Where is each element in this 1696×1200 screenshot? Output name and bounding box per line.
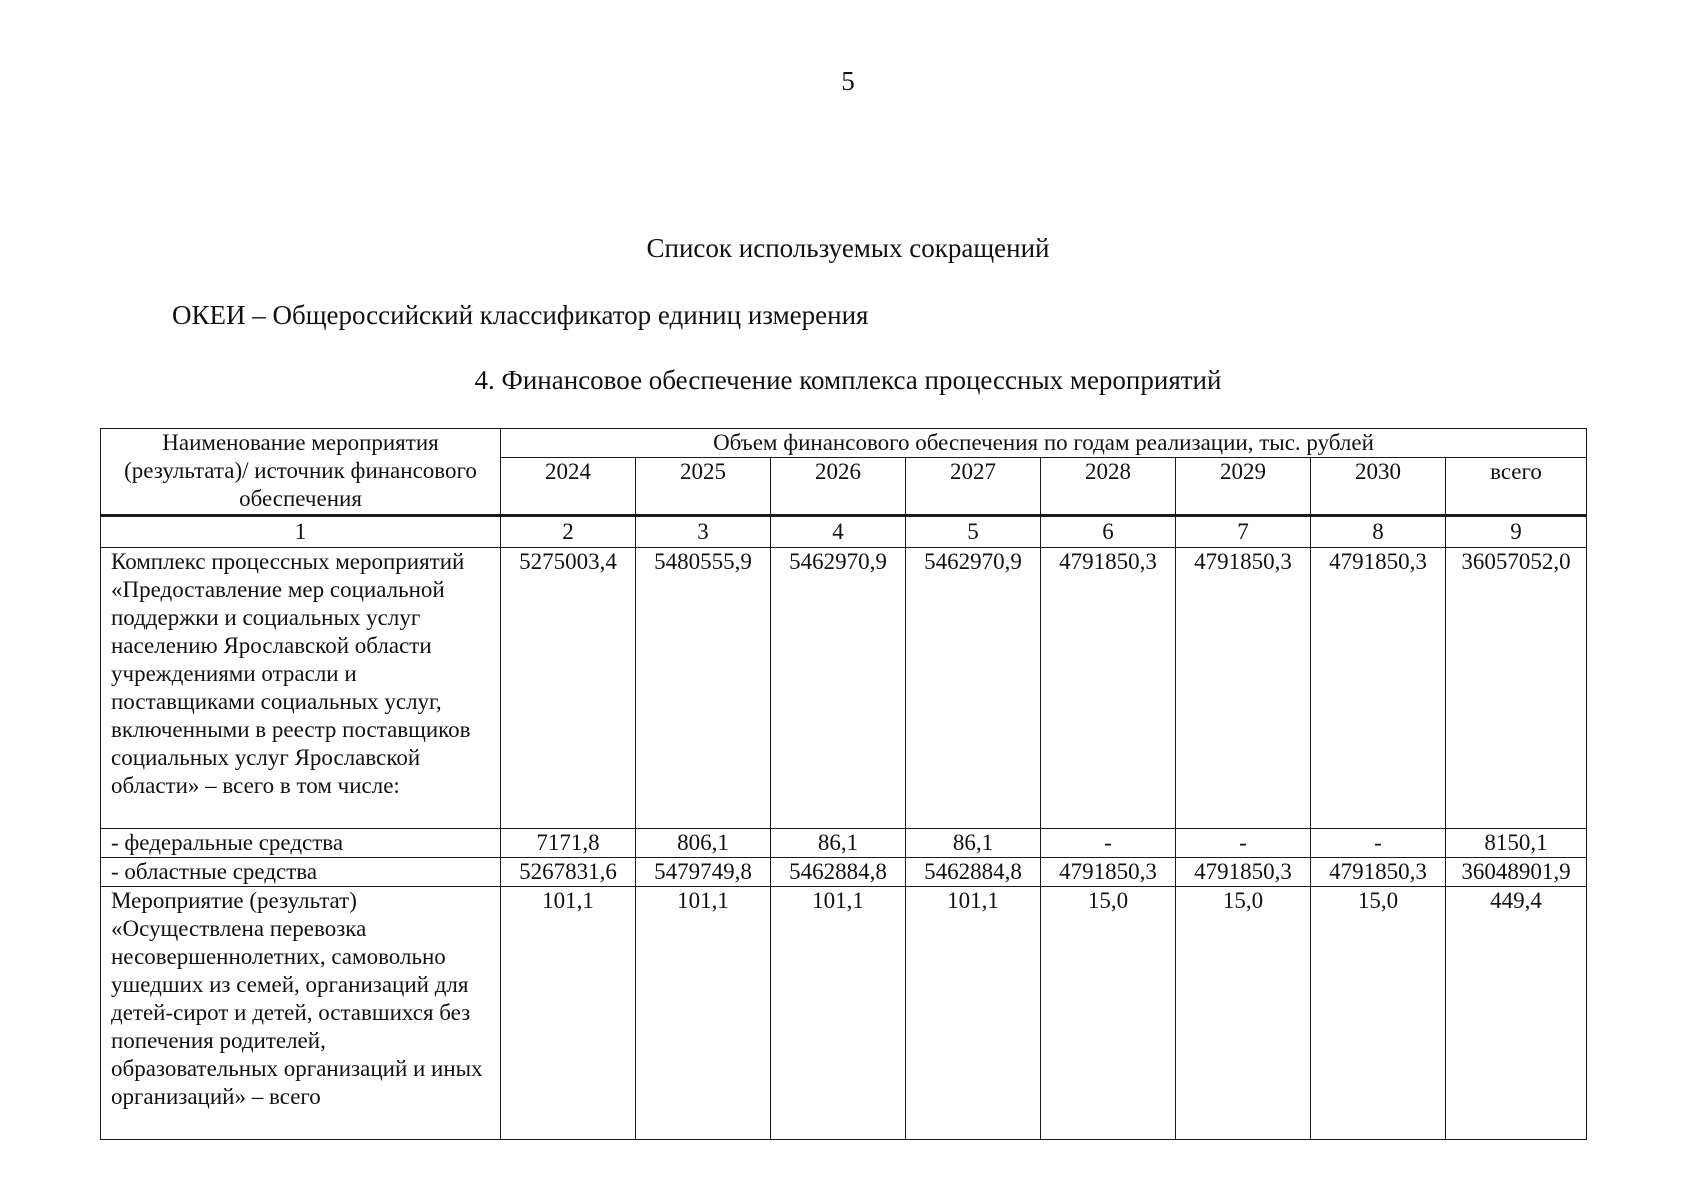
abbreviations-heading: Список используемых сокращений bbox=[646, 233, 1050, 263]
header-year: 2025 bbox=[636, 458, 771, 516]
row-value: 86,1 bbox=[906, 829, 1041, 858]
page-number: 5 bbox=[841, 66, 855, 96]
row-value: 101,1 bbox=[906, 887, 1041, 1140]
table-row bbox=[101, 887, 1587, 1140]
row-value: 101,1 bbox=[771, 887, 906, 1140]
column-number: 3 bbox=[636, 516, 771, 548]
row-name: Комплекс процессных мероприятий «Предоставление мер социальной поддержки и социальных услуг населению Ярославской области учреждениями отрасли и поставщиками социальных услуг, включенными в реестр поставщиков социальных услуг Ярославской области» – всего в том числе: bbox=[101, 548, 501, 829]
column-number: 8 bbox=[1311, 516, 1446, 548]
row-value: 5267831,6 bbox=[501, 858, 636, 887]
row-value: 5275003,4 bbox=[501, 548, 636, 829]
row-value: 4791850,3 bbox=[1176, 858, 1311, 887]
row-value: - bbox=[1041, 829, 1176, 858]
row-name: Мероприятие (результат) «Осуществлена перевозка несовершеннолетних, самовольно ушедших из семей, организаций для детей-сирот и детей, оставшихся без попечения родителей, образовательных организаций и иных организаций» – всего bbox=[101, 887, 501, 1140]
header-year: 2026 bbox=[771, 458, 906, 516]
column-numbers-row bbox=[101, 516, 1587, 548]
row-value: 101,1 bbox=[501, 887, 636, 1140]
row-value: 86,1 bbox=[771, 829, 906, 858]
row-value: 7171,8 bbox=[501, 829, 636, 858]
row-value: 15,0 bbox=[1041, 887, 1176, 1140]
header-year: 2024 bbox=[501, 458, 636, 516]
row-value: 5462884,8 bbox=[771, 858, 906, 887]
row-value: - bbox=[1176, 829, 1311, 858]
column-number: 4 bbox=[771, 516, 906, 548]
column-number: 7 bbox=[1176, 516, 1311, 548]
row-value: 4791850,3 bbox=[1041, 548, 1176, 829]
row-value: 5479749,8 bbox=[636, 858, 771, 887]
header-volume: Объем финансового обеспечения по годам реализации, тыс. рублей bbox=[501, 429, 1587, 458]
row-value: 4791850,3 bbox=[1176, 548, 1311, 829]
row-value: - bbox=[1311, 829, 1446, 858]
row-value: 101,1 bbox=[636, 887, 771, 1140]
row-value: 4791850,3 bbox=[1311, 548, 1446, 829]
row-total: 36057052,0 bbox=[1446, 548, 1587, 829]
section-title: 4. Финансовое обеспечение комплекса процессных мероприятий bbox=[474, 365, 1222, 395]
row-value: 4791850,3 bbox=[1041, 858, 1176, 887]
abbreviation-item: ОКЕИ – Общероссийский классификатор единиц измерения bbox=[172, 300, 869, 330]
row-name: - областные средства bbox=[101, 858, 501, 887]
row-value: 4791850,3 bbox=[1311, 858, 1446, 887]
header-year: 2027 bbox=[906, 458, 1041, 516]
header-year: 2028 bbox=[1041, 458, 1176, 516]
header-year: 2029 bbox=[1176, 458, 1311, 516]
row-value: 806,1 bbox=[636, 829, 771, 858]
row-value: 5462970,9 bbox=[771, 548, 906, 829]
row-value: 15,0 bbox=[1176, 887, 1311, 1140]
row-value: 5462970,9 bbox=[906, 548, 1041, 829]
column-number: 6 bbox=[1041, 516, 1176, 548]
column-number: 1 bbox=[101, 516, 501, 548]
table-row bbox=[101, 548, 1587, 829]
column-number: 9 bbox=[1446, 516, 1587, 548]
table-header-row bbox=[101, 429, 1587, 458]
column-number: 2 bbox=[501, 516, 636, 548]
row-name: - федеральные средства bbox=[101, 829, 501, 858]
table-row bbox=[101, 858, 1587, 887]
row-value: 15,0 bbox=[1311, 887, 1446, 1140]
financing-table bbox=[100, 428, 1587, 1140]
row-total: 449,4 bbox=[1446, 887, 1587, 1140]
row-value: 5480555,9 bbox=[636, 548, 771, 829]
header-year: 2030 bbox=[1311, 458, 1446, 516]
row-value: 5462884,8 bbox=[906, 858, 1041, 887]
column-number: 5 bbox=[906, 516, 1041, 548]
row-total: 8150,1 bbox=[1446, 829, 1587, 858]
table-row bbox=[101, 829, 1587, 858]
header-name-column: Наименование мероприятия (результата)/ источник финансового обеспечения bbox=[101, 429, 501, 516]
header-total: всего bbox=[1446, 458, 1587, 516]
row-total: 36048901,9 bbox=[1446, 858, 1587, 887]
